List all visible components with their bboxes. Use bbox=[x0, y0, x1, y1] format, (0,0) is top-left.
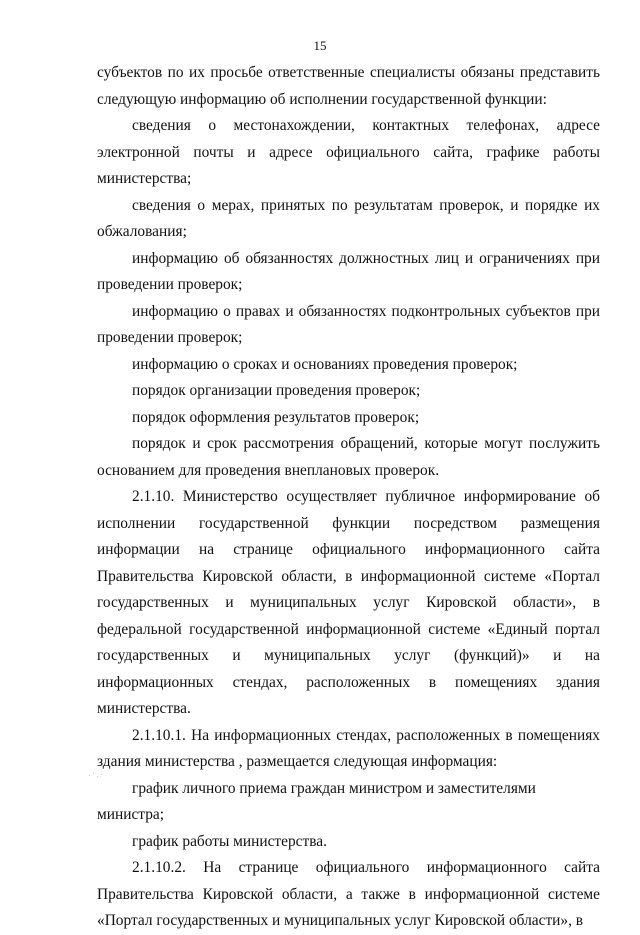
paragraph-inspection-terms: информацию о сроках и основаниях проведения проверок; bbox=[132, 355, 518, 373]
paragraph-appeals-procedure: порядок и срок рассмотрения обращений, которые могут послужить основанием для проведения внеплановых проверок. bbox=[97, 435, 600, 479]
paragraph-inspection-organization: порядок организации проведения проверок; bbox=[132, 382, 421, 399]
paragraph-subject-rights: информацию о правах и обязанностях подконтрольных субъектов при проведении проверок; bbox=[97, 302, 600, 346]
paragraph-section-2-1-10: 2.1.10. Министерство осуществляет публичное информирование об исполнении государственной функции посредством размещения информации на странице официального информационного сайта Правительства Кировской области, в информационной системе «Портал государственных и муниципальных услуг Кировской области», в федеральной государственной информационной системе «Единый портал государственных и муниципальных услуг (функций)» и на информационных стендах, расположенных в помещениях здания министерства. bbox=[97, 488, 600, 717]
paragraph-inspection-measures: сведения о мерах, принятых по результатам проверок, и порядке их обжалования; bbox=[97, 196, 600, 240]
paragraph-section-2-1-10-1: 2.1.10.1. На информационных стендах, расположенных в помещениях здания министерства , размещается следующая информация: bbox=[97, 726, 600, 770]
page-number: 15 bbox=[313, 38, 327, 53]
paragraph-official-duties: информацию об обязанностях должностных лиц и ограничениях при проведении проверок; bbox=[97, 249, 600, 293]
paragraph-section-2-1-10-2: 2.1.10.2. На странице официального информационного сайта Правительства Кировской области, а также в информационной системе «Портал государственных и муниципальных услуг Кировской области», в bbox=[97, 859, 600, 929]
document-body bbox=[97, 60, 600, 935]
paragraph-inspection-results: порядок оформления результатов проверок; bbox=[132, 408, 420, 426]
paragraph-work-schedule: график работы министерства. bbox=[132, 832, 327, 850]
paragraph-reception-schedule: график личного приема граждан министром и заместителями министра; bbox=[97, 779, 536, 823]
paragraph-location-info: сведения о местонахождении, контактных телефонах, адресе электронной почты и адресе официального сайта, графике работы министерства; bbox=[97, 117, 600, 187]
paragraph-continuation: субъектов по их просьбе ответственные специалисты обязаны представить следующую информацию об исполнении государственной функции: bbox=[97, 64, 600, 108]
scan-speck bbox=[89, 772, 103, 778]
